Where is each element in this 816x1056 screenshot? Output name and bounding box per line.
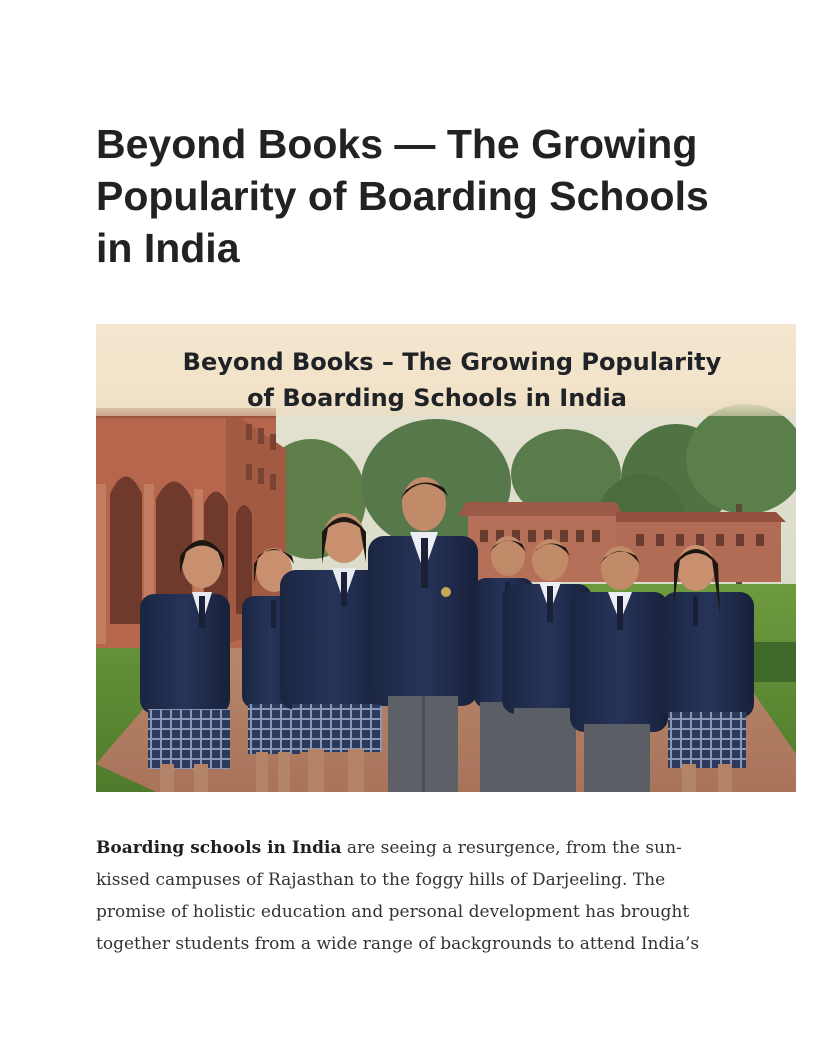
article-title: Beyond Books — The Growing Popularity of Boarding Schools in India <box>96 121 709 271</box>
banner-line-1: Beyond Books – The Growing Popularity <box>182 348 722 376</box>
intro-text: are seeing a resurgence, from the sun-kissed campuses of Rajasthan to the foggy hills of Darjeeling. The promise of holistic education and personal development has brought together students from a wide range of backgrounds to attend India’s <box>96 838 700 954</box>
intro-bold-lead: Boarding schools in India <box>96 838 342 858</box>
article-intro-paragraph <box>96 832 721 960</box>
article-hero-image <box>96 324 796 792</box>
banner-line-2: of Boarding Schools in India <box>247 384 627 412</box>
